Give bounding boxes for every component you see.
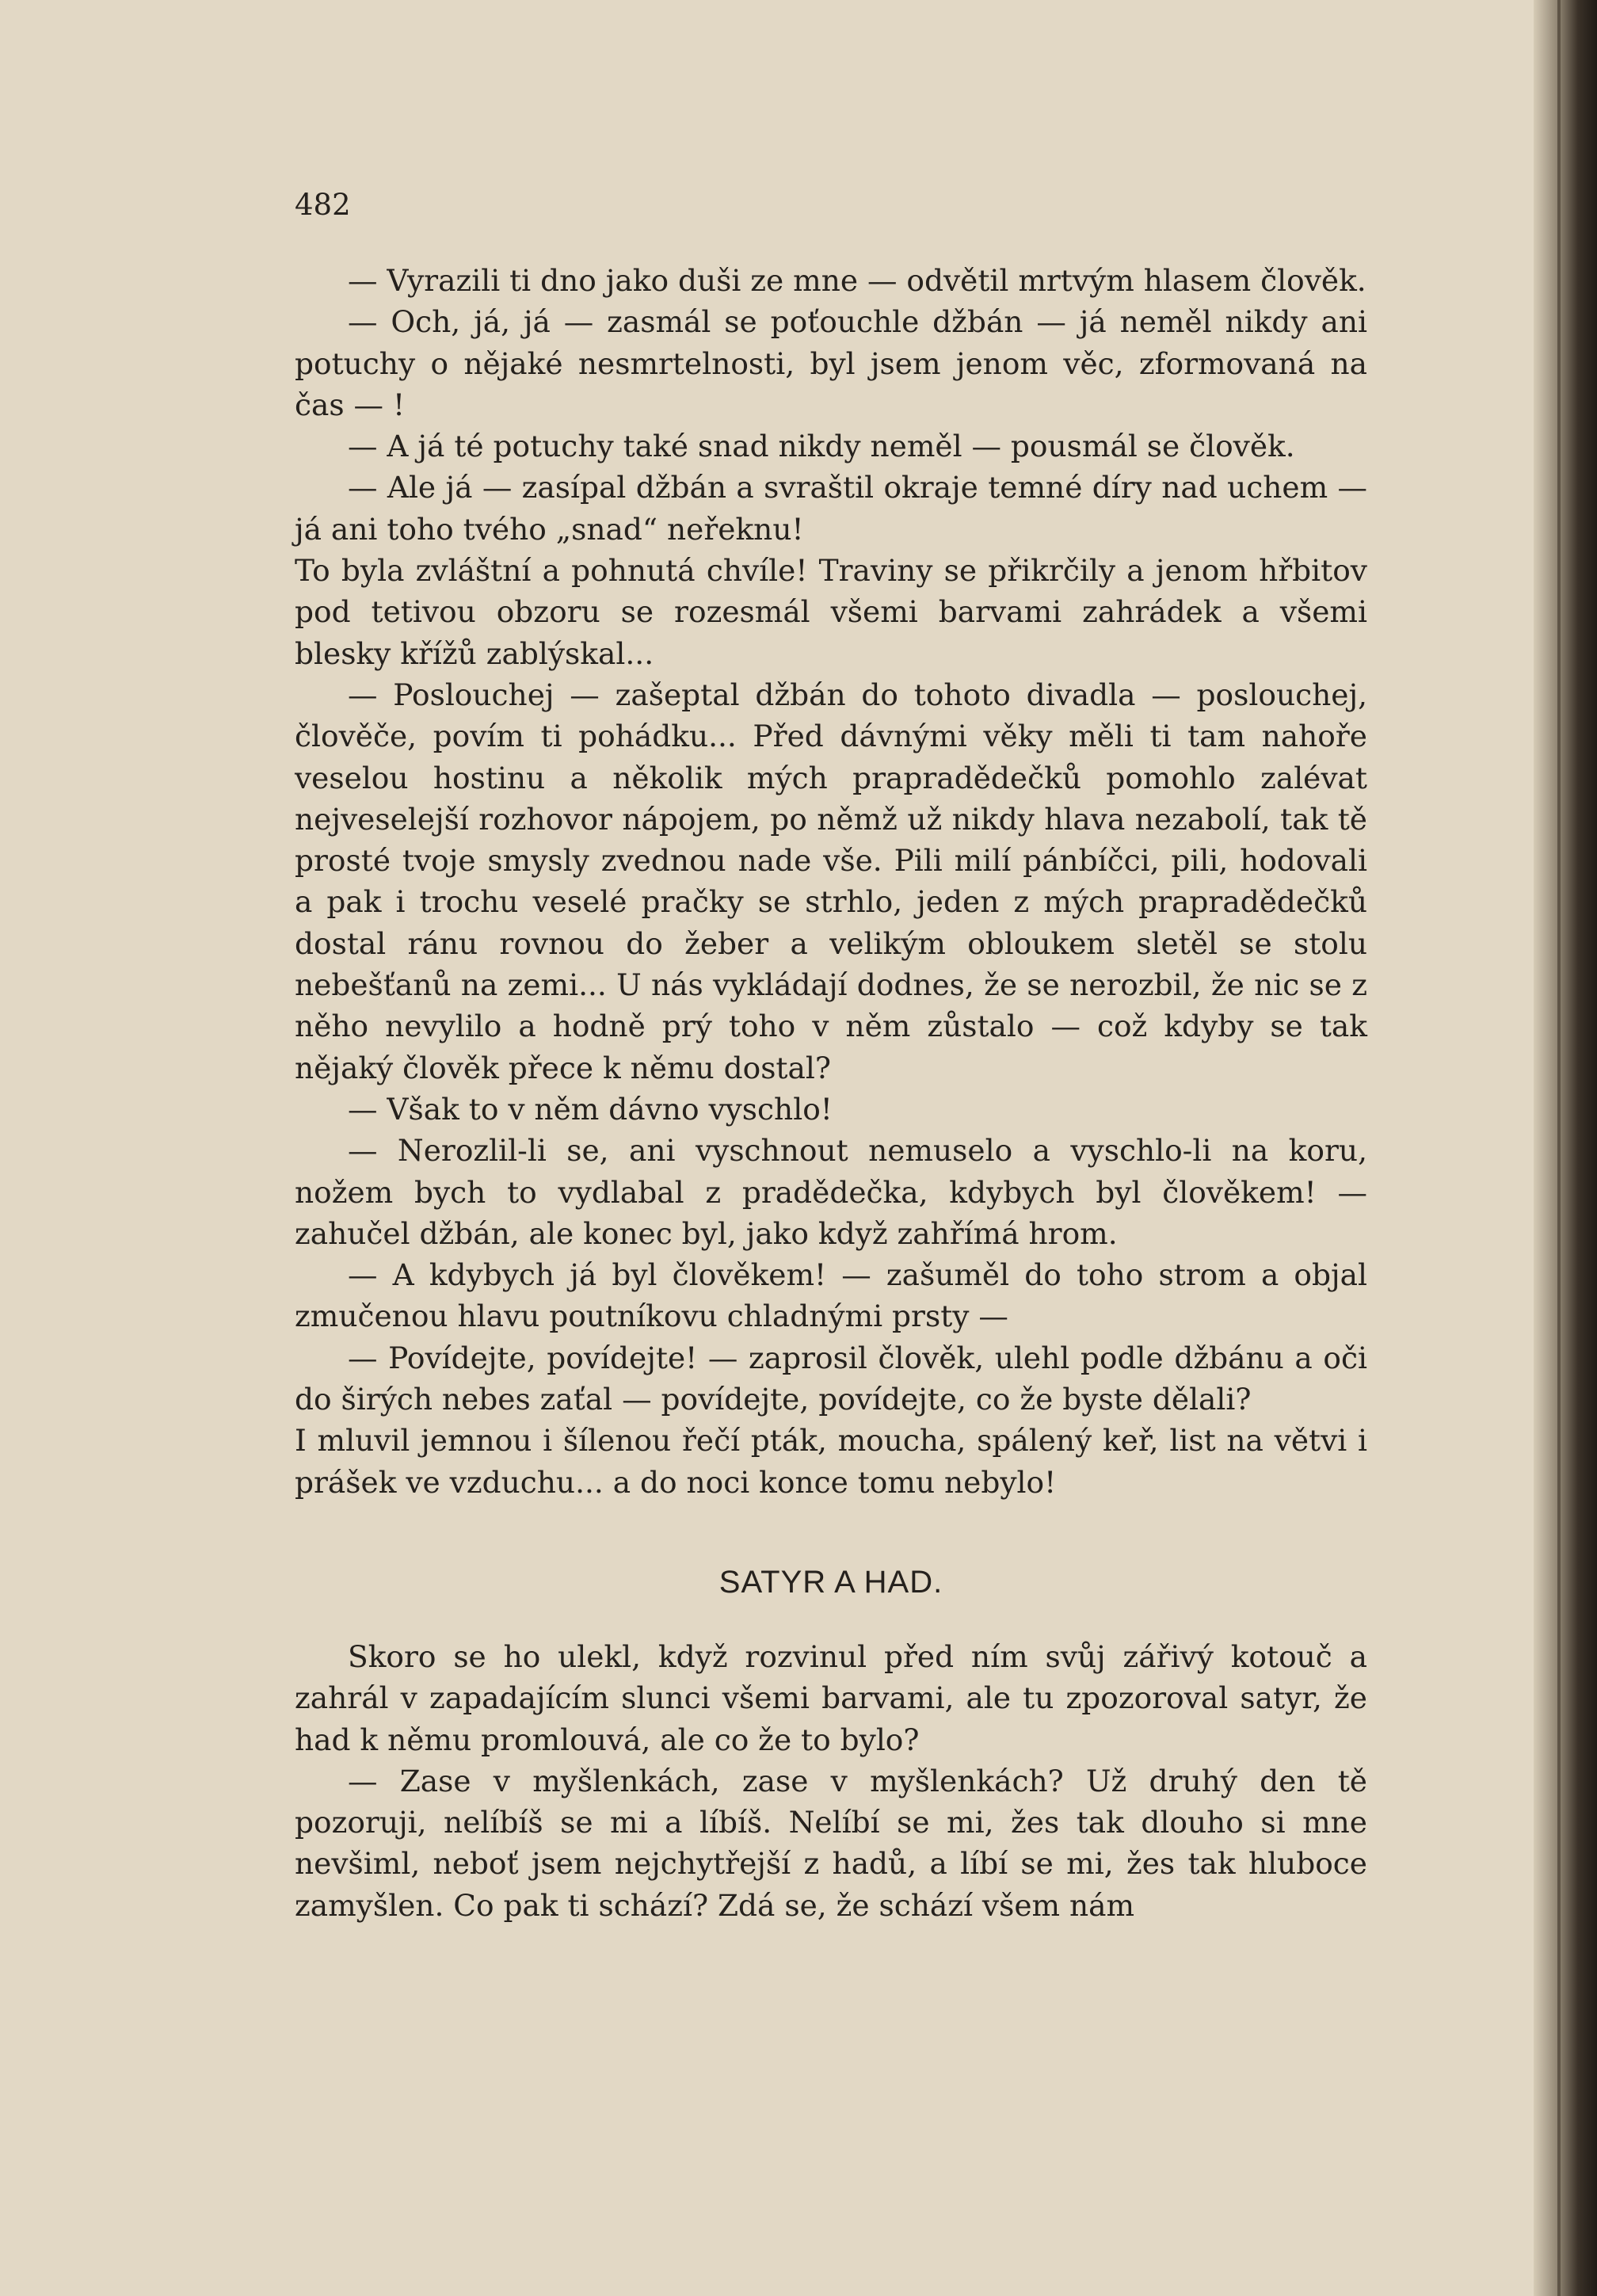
section-dzban: [295, 260, 1367, 1503]
section-satyr-a-had: [295, 1636, 1367, 1926]
paragraph: — A já té potuchy také snad nikdy neměl — pousmál se člověk.: [348, 429, 1295, 464]
paragraph: — Zase v myšlenkách, zase v myšlenkách? Už druhý den tě pozoruji, nelíbíš se mi a líbíš. Nelíbí se mi, žes tak dlouho si mne nevšiml, neboť jsem nejchytřejší z hadů, a líbí se mi, žes tak hluboce zamyšlen. Co pak ti schází? Zdá se, že schází všem nám: [295, 1763, 1367, 1923]
paragraph: — Vyrazili ti dno jako duši ze mne — odvětil mrtvým hlasem člověk.: [348, 263, 1366, 298]
section-heading: SATYR A HAD.: [718, 1564, 943, 1600]
paragraph: To byla zvláštní a pohnutá chvíle! Traviny se přikrčily a jenom hřbitov pod tetivou obzoru se rozesmál všemi barvami zahrádek a všemi blesky křížů zablýskal...: [295, 553, 1367, 671]
paragraph: Skoro se ho ulekl, když rozvinul před ním svůj zářivý kotouč a zahrál v zapadajícím slunci všemi barvami, ale tu zpozoroval satyr, že had k němu promlouvá, ale co že to bylo?: [295, 1638, 1367, 1757]
story-text: [295, 260, 1367, 1926]
book-spine-shadow: [1534, 0, 1597, 2296]
paragraph: I mluvil jemnou i šílenou řečí pták, moucha, spálený keř, list na větvi i prášek ve vzduchu... a do noci konce tomu nebylo!: [295, 1423, 1367, 1500]
book-binding-edge: [1557, 0, 1561, 2296]
paragraph: — Och, já, já — zasmál se poťouchle džbán — já neměl nikdy ani potuchy o nějaké nesmrtelnosti, byl jsem jenom věc, zformovaná na čas — !: [295, 304, 1367, 422]
paragraph: — A kdybych já byl člověkem! — zašuměl do toho strom a objal zmučenou hlavu poutníkovu chladnými prsty —: [295, 1257, 1367, 1334]
paragraph: — Nerozlil-li se, ani vyschnout nemuselo a vyschlo-li na koru, nožem bych to vydlabal z pradědečka, kdybych byl člověkem! — zahučel džbán, ale konec byl, jako když zahřímá hrom.: [295, 1133, 1367, 1251]
paragraph: — Však to v něm dávno vyschlo!: [348, 1091, 833, 1127]
paragraph: — Povídejte, povídejte! — zaprosil člověk, ulehl podle džbánu a oči do širých nebes zaťal — povídejte, povídejte, co že byste dělali?: [295, 1340, 1367, 1417]
page-number: 482: [295, 188, 351, 222]
paragraph: — Ale já — zasípal džbán a svraštil okraje temné díry nad uchem — já ani toho tvého „snad“ neřeknu!: [295, 470, 1367, 547]
page-content: [295, 184, 1367, 1926]
paragraph: — Poslouchej — zašeptal džbán do tohoto divadla — poslouchej, člověče, povím ti pohádku... Před dávnými věky měli ti tam nahoře veselou hostinu a několik mých prapradědečků pomohlo zalévat nejveselejší rozhovor nápojem, po němž už nikdy hlava nezabolí, tak tě prosté tvoje smysly zvednou nade vše. Pili milí pánbíčci, pili, hodovali a pak i trochu veselé pračky se strhlo, jeden z mých prapradědečků dostal ránu rovnou do žeber a velikým obloukem sletěl se stolu nebešťanů na zemi... U nás vykládají dodnes, že se nerozbil, že nic se z něho nevylilo a hodně prý toho v něm zůstalo — což kdyby se tak nějaký člověk přece k němu dostal?: [295, 677, 1367, 1085]
